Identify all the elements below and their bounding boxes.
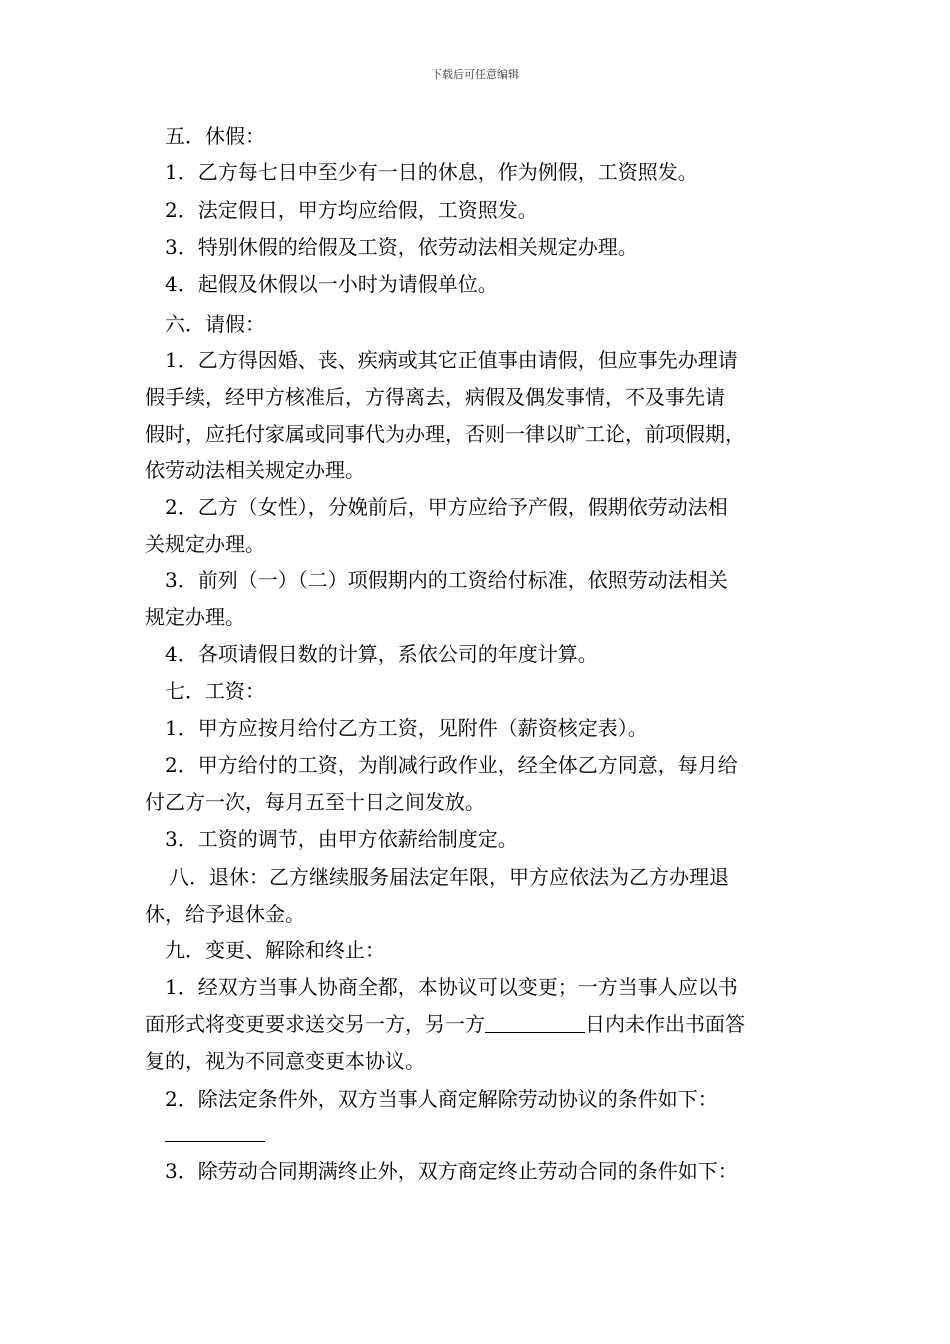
paragraph-line: 2．法定假日，甲方均应给假，工资照发。 <box>165 198 538 222</box>
paragraph-line: 1．甲方应按月给付乙方工资，见附件（薪资核定表）。 <box>165 716 648 740</box>
paragraph-line: 关规定办理。 <box>145 532 265 556</box>
paragraph-line: 假手续，经甲方核准后，方得离去，病假及偶发事情，不及事先请 <box>145 385 725 409</box>
paragraph-line: 1．乙方每七日中至少有一日的休息，作为例假，工资照发。 <box>165 160 698 184</box>
paragraph-line: 付乙方一次，每月五至十日之间发放。 <box>145 790 485 814</box>
paragraph-line: 4．各项请假日数的计算，系依公司的年度计算。 <box>165 642 598 666</box>
paragraph-line: 复的，视为不同意变更本协议。 <box>145 1049 425 1073</box>
section-heading-vacation: 五．休假： <box>165 124 265 148</box>
section-heading-termination: 九．变更、解除和终止： <box>165 938 385 962</box>
section-heading-leave: 六．请假： <box>165 312 265 336</box>
line-text: 面形式将变更要求送交另一方，另一方 <box>145 1012 485 1036</box>
paragraph-line: 规定办理。 <box>145 605 245 629</box>
paragraph-line: 1．乙方得因婚、丧、疾病或其它正值事由请假，但应事先办理请 <box>165 348 738 372</box>
paragraph-line: 休，给予退休金。 <box>145 902 305 926</box>
paragraph-line: 3．工资的调节，由甲方依薪给制度定。 <box>165 827 518 851</box>
section-heading-wages: 七．工资： <box>165 679 265 703</box>
fill-in-blank <box>485 1014 585 1033</box>
paragraph-line: 2．甲方给付的工资，为削减行政作业，经全体乙方同意，每月给 <box>165 753 738 777</box>
line-text: 日内未作出书面答 <box>585 1012 745 1036</box>
paragraph-line: 2．乙方（女性），分娩前后，甲方应给予产假，假期依劳动法相 <box>165 495 728 519</box>
paragraph-line: 3．除劳动合同期满终止外，双方商定终止劳动合同的条件如下： <box>165 1159 738 1183</box>
paragraph-line: 1．经双方当事人协商全都，本协议可以变更；一方当事人应以书 <box>165 975 738 999</box>
paragraph-line: 4．起假及休假以一小时为请假单位。 <box>165 272 498 296</box>
fill-in-blank <box>165 1141 265 1142</box>
paragraph-line: 依劳动法相关规定办理。 <box>145 458 365 482</box>
section-heading-retirement: 八．退休：乙方继续服务届法定年限，甲方应依法为乙方办理退 <box>169 865 729 889</box>
page-header: 下载后可任意编辑 <box>431 68 519 81</box>
paragraph-line <box>145 1012 745 1036</box>
paragraph-line: 2．除法定条件外，双方当事人商定解除劳动协议的条件如下： <box>165 1087 718 1111</box>
paragraph-line: 假时，应托付家属或同事代为办理，否则一律以旷工论，前项假期， <box>145 422 745 446</box>
paragraph-line: 3．前列（一）（二）项假期内的工资给付标准，依照劳动法相关 <box>165 568 728 592</box>
paragraph-line: 3．特别休假的给假及工资，依劳动法相关规定办理。 <box>165 235 638 259</box>
